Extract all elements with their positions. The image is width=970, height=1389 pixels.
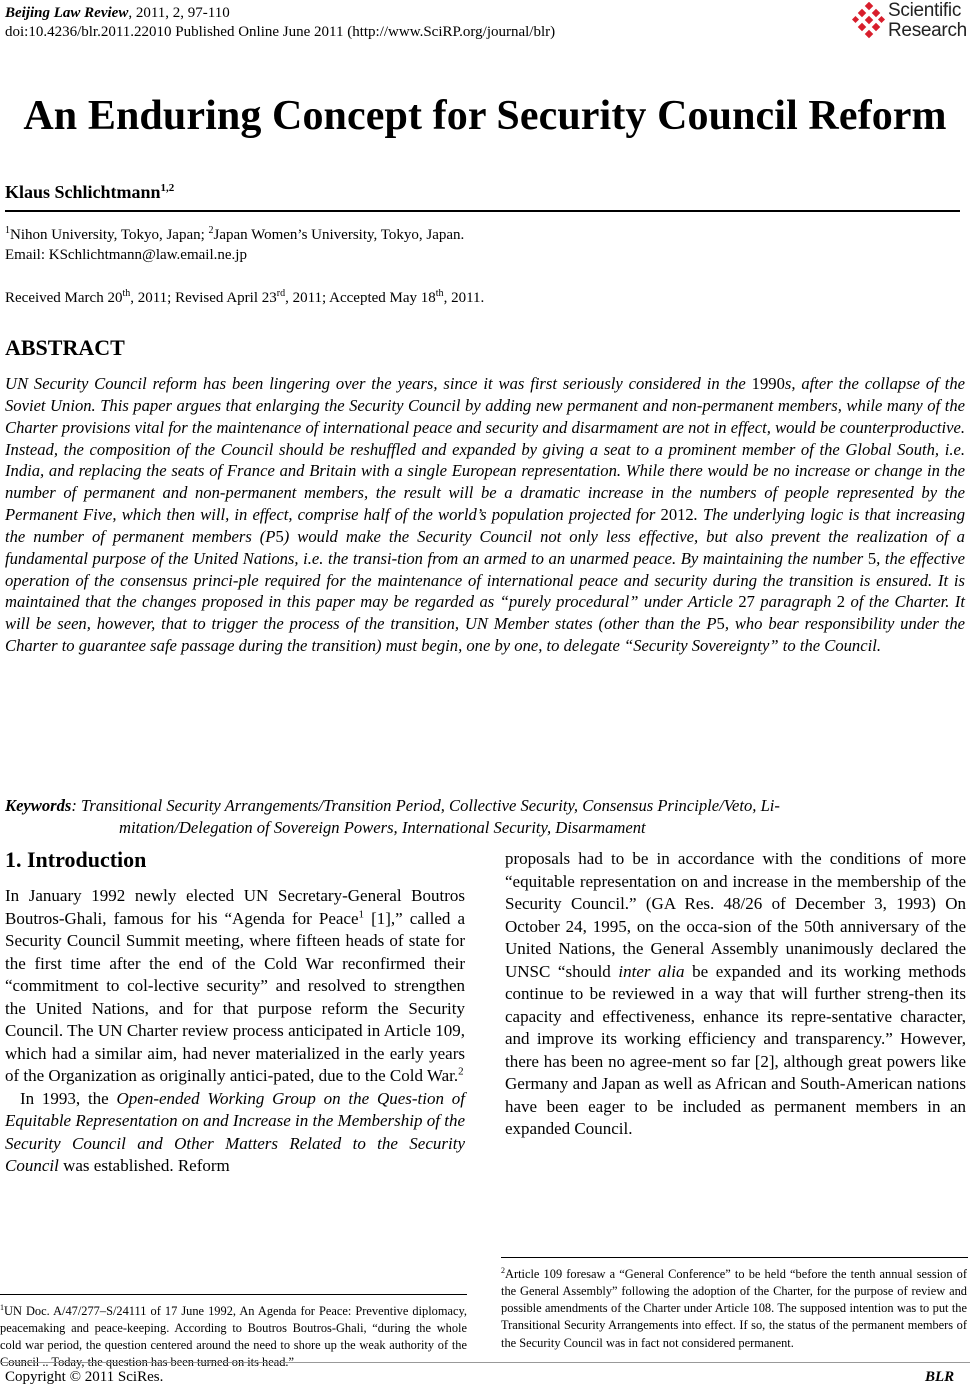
footnote-2-text: Article 109 foresaw a “General Conference” to be held “before the tenth annual session of the General Assembly” following the adoption of the Charter, for the purpose of review and possible amendments of the Charter under Article 108. The supposed intention was to put the Transitional Security Arrangements into effect. If so, the status of the permanent members of the Security Council was in fact not considered permanent. (501, 1267, 967, 1350)
logo-text-line1: Scientific (888, 0, 962, 21)
affil-1: Nihon University, Tokyo, Japan; (10, 227, 209, 243)
logo-mark-icon (852, 2, 886, 42)
journal-issue: , 2011, 2, 97-110 (128, 5, 230, 21)
abstract-text-2: s, after the collapse of the Soviet Union. This paper argues that enlarging the Security Council by adding new permanent and non-permanent members, while many of the Charter provisions vital for the maintenance of international peace and security and disarmament are not in effect, would be counterproductive. Instead, the composition of the Council should be reshuffled and expanded by giving a seat to a prominent member of the Global South, i.e. India, and replacing the seats of France and Britain with a single European representation. While there would be no increase or change in the number of permanent and non-permanent members, the result will be a dramatic increase in the numbers of people represented by the Permanent Five, which then will, in effect, comprise half of the world’s population projected for (5, 374, 965, 525)
abstract-text-8: , who bear responsibility under the Charter to guarantee safe passage during the transition) must begin, one by one, to delegate “Security Sovereignty” to the Council. (5, 614, 965, 656)
footnote-rule-right (501, 1257, 968, 1258)
footnote-1-text: UN Doc. A/47/277–S/24111 of 17 June 1992, An Agenda for Peace: Preventive diplomacy, peacemaking and peace-keeping. According to Boutros Boutros-Ghali, “during the whole cold war period, the question centered around the need to shore up the weak authority of the Council .. Today, the question has been turned on its head.” (0, 1304, 467, 1370)
received-sup: th (122, 288, 131, 299)
col2-text-a: proposals had to be in accordance with the conditions of more “equitable representation on and increase in the membership of the Security Council.” (GA Res. 48/26 of December 3, 1993) On October 24, 1995, on the occa-sion of the 50th anniversary of the United Nations, the General Assembly unanimously declared the UNSC “should (505, 849, 966, 981)
affil-sup-1: 1 (5, 225, 10, 236)
received-year: , 2011. (443, 290, 485, 306)
revised-text: , 2011; Revised April 23 (130, 290, 277, 306)
abstract-num-2: 2012 (660, 505, 694, 525)
affil-2: Japan Women’s University, Tokyo, Japan. (213, 227, 465, 243)
abstract-num-7: 5 (716, 614, 725, 634)
footnote-2-marker: 2 (501, 1266, 505, 1275)
title-rule (5, 210, 960, 212)
doi-line: doi:10.4236/blr.2011.22010 Published Online June 2011 (http://www.SciRP.org/journal/blr) (5, 24, 556, 40)
keywords-label: Keywords (5, 796, 72, 815)
footnote-2 (501, 1262, 967, 1352)
footnote-1-marker: 1 (0, 1303, 4, 1312)
abstract-text-6: paragraph (754, 592, 837, 612)
abstract-body (5, 373, 965, 657)
left-column (5, 885, 465, 1178)
col2-text-b: be expanded and its working methods continue to be reviewed in a way that will further streng-then its capacity and effectiveness, enhance its repre-sentative character, and improve its working efficiency and transparency.” However, there has been no agree-ment so far [2], although great powers like Germany and Japan as well as African and South-American nations have been eager to be included as permanent members in an expanded Council. (505, 961, 966, 1138)
intro-p2-text-a: In 1993, the (20, 1088, 117, 1108)
footnote-rule-left (0, 1294, 467, 1295)
abstract-num-4: 5 (867, 548, 877, 568)
abstract-num-1: 1990 (751, 374, 785, 393)
footnote-ref-1[interactable]: 1 (358, 907, 365, 920)
intro-paragraph-2 (5, 1088, 465, 1178)
journal-abbreviation: BLR (925, 1369, 955, 1385)
affil-sup-2: 2 (208, 225, 214, 236)
footnote-1 (0, 1299, 467, 1372)
intro-p1-text-a: In January 1992 newly elected UN Secretary-General Boutros Boutros-Ghali, famous for his “Agenda for Peace (5, 886, 465, 928)
revised-sup: rd (276, 288, 286, 299)
abstract-text-4: ) would make the Security Council not only less effective, but also prevent the realization of a fundamental purpose of the United Nations, i.e. the transi-tion from an armed to an unarmed peace. By maintaining the number (5, 526, 965, 568)
author-email[interactable]: Email: KSchlichtmann@law.email.ne.jp (5, 247, 247, 263)
abstract-text-3: . The underlying logic is that increasing the number of permanent members (P (5, 505, 966, 546)
intro-paragraph-2-cont (505, 848, 966, 1141)
received-text: Received March 20 (5, 290, 123, 306)
author-name: Klaus Schlichtmann (5, 182, 161, 202)
abstract-num-5: 27 (738, 592, 755, 612)
footnote-ref-2[interactable]: 2 (458, 1065, 464, 1078)
author-line (5, 176, 174, 204)
journal-name: Beijing Law Review (5, 5, 129, 21)
section-heading-introduction: 1. Introduction (5, 847, 147, 872)
accepted-sup: th (435, 288, 444, 299)
right-column (505, 848, 966, 1141)
copyright-notice: Copyright © 2011 SciRes. (5, 1369, 164, 1385)
abstract-heading: ABSTRACT (5, 335, 125, 360)
abstract-num-3: 5 (275, 526, 284, 546)
abstract-text-5: , the effective operation of the consensus princi-ple required for the maintenance of international peace and security during the transition is ensured. It is maintained that the changes proposed in this paper may be regarded as “purely procedural” under Article (5, 548, 966, 612)
abstract-text-1: UN Security Council reform has been lingering over the years, since it was first seriously considered in the (5, 374, 752, 393)
intro-p1-text-b: [1],” called a Security Council Summit meeting, where fifteen heads of state for the first time after the end of the Cold War reconfirmed their “commitment to col-lective security” and resolved to strengthen the United Nations, and for that purpose reform the Security Council. The UN Charter review process anticipated in Article 109, which had a similar aim, had never materialized in the early years of the Organization as originally antici-pated, due to the Cold War. (5, 908, 465, 1085)
footer-rule (0, 1362, 970, 1363)
abstract-num-6: 2 (836, 592, 846, 612)
received-dates (5, 284, 484, 308)
keywords (5, 795, 960, 839)
accepted-text: , 2011; Accepted May 18 (285, 290, 436, 306)
journal-citation (5, 4, 230, 23)
publisher-logo (852, 0, 968, 44)
keywords-line-2: mitation/Delegation of Sovereign Powers, International Security, Disarmament (119, 818, 646, 837)
intro-paragraph-1 (5, 885, 465, 1088)
col2-italic: inter alia (618, 961, 685, 981)
affiliations (5, 221, 464, 265)
abstract-text-7: of the Charter. It will be seen, however, that to trigger the process of the transition, UN Member states (other than the P (5, 592, 965, 634)
keywords-line-1: : Transitional Security Arrangements/Transition Period, Collective Security, Consensus Principle/Veto, Li- (71, 796, 780, 815)
paper-title: An Enduring Concept for Security Council Reform (23, 93, 947, 139)
intro-p2-text-b: was established. Reform (58, 1156, 230, 1175)
author-affil-sup: 1,2 (160, 182, 175, 194)
intro-p2-italic: Open-ended Working Group on the Ques-tion of Equitable Representation on and Increase in the Membership of the Security Council and Other Matters Related to the Security Council (5, 1088, 466, 1175)
logo-text-line2: Research (888, 20, 967, 41)
